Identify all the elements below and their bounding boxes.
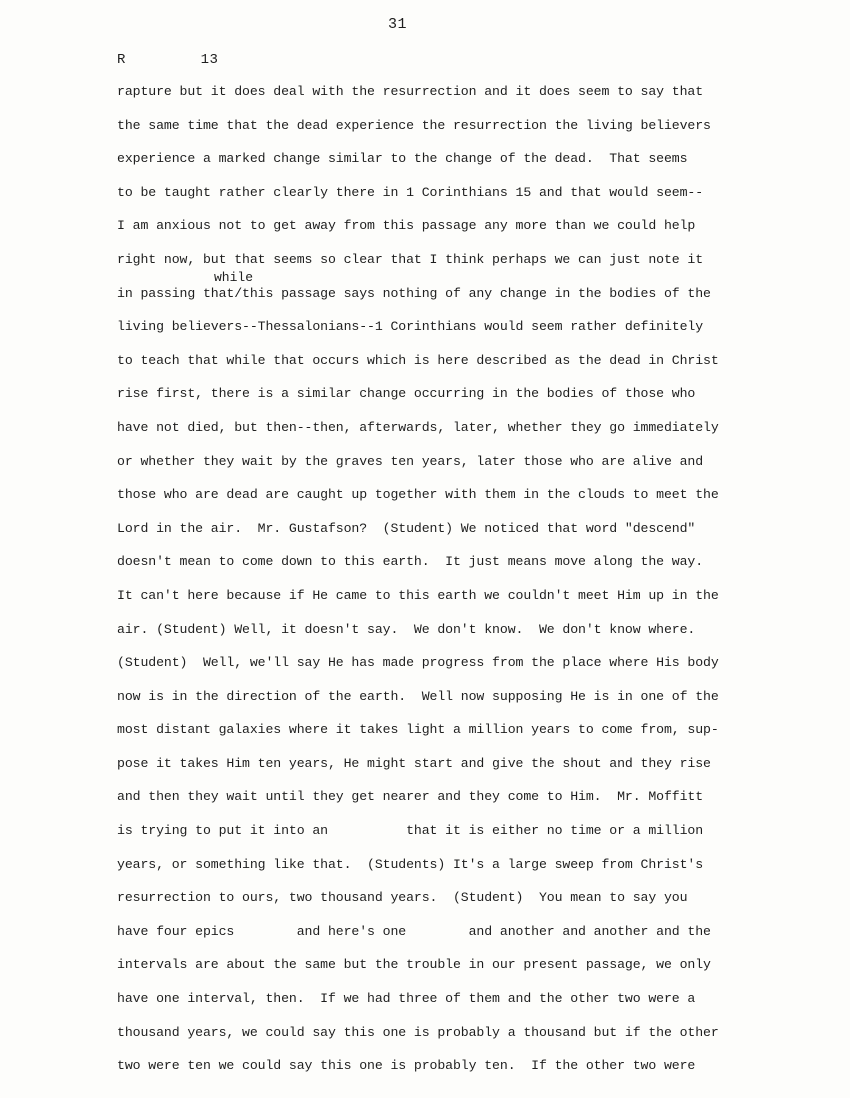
text-line: right now, but that seems so clear that I think perhaps we can just note it [117,251,704,267]
text-line: air. (Student) Well, it doesn't say. We don't know. We don't know where. [117,621,696,637]
text-line: have not died, but then--then, afterwards, later, whether they go immediately [117,419,719,435]
text-line: intervals are about the same but the trouble in our present passage, we only [117,957,711,973]
text-line: living believers--Thessalonians--1 Corinthians would seem rather definitely [117,319,704,335]
text-line: experience a marked change similar to the change of the dead. That seems [117,151,688,167]
page-number: 31 [388,16,408,33]
text-line: rise first, there is a similar change occurring in the bodies of those who [117,386,696,402]
text-line: those who are dead are caught up together with them in the clouds to meet the [117,487,719,503]
text-line: most distant galaxies where it takes light a million years to come from, sup- [117,722,719,738]
text-line: thousand years, we could say this one is probably a thousand but if the other [117,1024,719,1040]
interlinear-insert: while [214,270,254,285]
text-line: to be taught rather clearly there in 1 Corinthians 15 and that would seem-- [117,184,704,200]
text-line: It can't here because if He came to this earth we couldn't meet Him up in the [117,587,719,603]
reference-label: R 13 [117,52,219,68]
text-line: two were ten we could say this one is probably ten. If the other two were [117,1058,696,1074]
text-line: the same time that the dead experience the resurrection the living believers [117,117,711,133]
text-line: I am anxious not to get away from this passage any more than we could help [117,218,696,234]
transcript-body [117,83,787,1091]
text-line: have four epics and here's one and another and another and the [117,923,711,939]
text-line: to teach that while that occurs which is here described as the dead in Christ [117,352,719,368]
text-line: now is in the direction of the earth. Well now supposing He is in one of the [117,688,719,704]
text-line: have one interval, then. If we had three of them and the other two were a [117,991,696,1007]
text-line: in passing that/this passage says nothing of any change in the bodies of the [117,285,711,301]
text-line: rapture but it does deal with the resurrection and it does seem to say that [117,84,704,99]
text-line: (Student) Well, we'll say He has made progress from the place where His body [117,655,719,671]
text-line: and then they wait until they get nearer and they come to Him. Mr. Moffitt [117,789,704,805]
text-line: or whether they wait by the graves ten years, later those who are alive and [117,453,704,469]
text-line: is trying to put it into an that it is either no time or a million [117,823,704,839]
text-line: years, or something like that. (Students) It's a large sweep from Christ's [117,856,704,872]
text-line: resurrection to ours, two thousand years. (Student) You mean to say you [117,890,688,906]
text-line: pose it takes Him ten years, He might start and give the shout and they rise [117,755,711,771]
text-line: doesn't mean to come down to this earth. It just means move along the way. [117,554,704,570]
text-line: Lord in the air. Mr. Gustafson? (Student) We noticed that word "descend" [117,520,696,536]
